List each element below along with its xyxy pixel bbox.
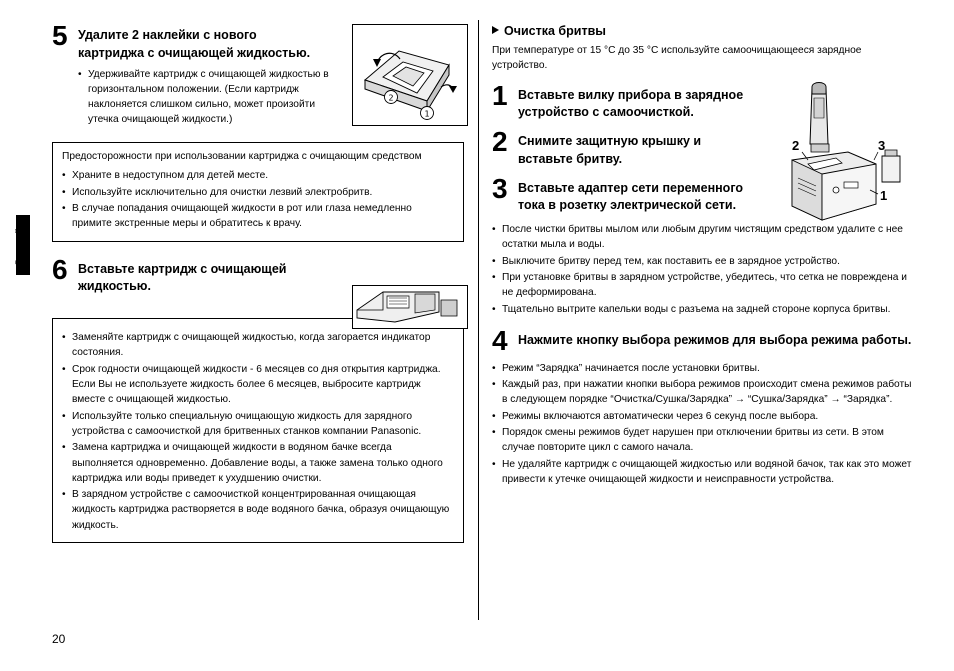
list-item: • Выключите бритву перед тем, как поставить ее в зарядное устройство.	[492, 254, 918, 269]
list-item: • Режим “Зарядка” начинается после установки бритвы.	[492, 361, 918, 376]
right-step-2-number: 2	[492, 126, 508, 158]
list-item: • В зарядном устройстве с самоочисткой концентрированная очищающая жидкость картриджа растворяется в воде водяного бачка, образуя очищающую жидкость.	[62, 487, 454, 533]
list-item: • Режимы включаются автоматически через 6 секунд после выбора.	[492, 409, 918, 424]
svg-text:1: 1	[424, 109, 430, 119]
svg-text:3: 3	[878, 138, 886, 153]
triangle-bullet-icon	[492, 26, 499, 34]
list-item: • Каждый раз, при нажатии кнопки выбора режимов происходит смена режимов работы в следующем порядке “Очистка/Сушка/Зарядка” → “Сушка/Зарядка” → “Зарядка”.	[492, 377, 918, 408]
right-step-4	[492, 324, 924, 356]
page-number: 20	[52, 632, 66, 646]
step-4-bullets	[492, 361, 918, 487]
step-5-bullets	[78, 67, 340, 128]
svg-text:2: 2	[792, 138, 800, 153]
right-step-3-title: Вставьте адаптер сети переменного тока в розетку электрической сети.	[518, 180, 743, 213]
right-step-4-number: 4	[492, 324, 508, 356]
list-item: • Не удаляйте картридж с очищающей жидкостью или водяной бачок, так как это может привести к утечке очищающей жидкости и неисправности устройства.	[492, 457, 918, 488]
step-6-title: Вставьте картридж с очищающей жидкостью.	[78, 261, 287, 294]
section-intro-text: При температуре от 15 °C до 35 °C используйте самоочищающееся зарядное устройство.	[492, 45, 862, 72]
shaver-in-charger-illustration	[778, 78, 908, 238]
caution-box-heading: Предосторожности при использовании картриджа с очищающим средством	[62, 150, 422, 162]
list-item: • Замена картриджа и очищающей жидкости в водяном бачке всегда выполняется одновременно. Добавление воды, а также замена только одного картриджа или воды приведет к ухудшению очистки.	[62, 440, 454, 486]
list-item: • В случае попадания очищающей жидкости в рот или глаза немедленно примите экстренные меры и обратитесь к врачу.	[62, 201, 454, 232]
step-5-number: 5	[52, 20, 68, 51]
cartridge-info-box	[52, 318, 464, 543]
shaver-in-charger-figure	[778, 78, 908, 238]
insert-cartridge-figure	[352, 285, 468, 329]
right-step-1-number: 1	[492, 79, 508, 111]
caution-box-bullets	[62, 168, 454, 231]
list-item: • Используйте только специальную очищающую жидкость для зарядного устройства с самоочисткой для бритвенных станков компании Panasonic.	[62, 409, 454, 440]
right-step-2-title: Снимите защитную крышку и вставьте бритву.	[518, 134, 702, 166]
list-item: • Удерживайте картридж с очищающей жидкостью в горизонтальном положении. (Если картридж наклоняется слишком сильно, может произойти утечка очищающей жидкости.)	[78, 67, 340, 128]
cartridge-peel-labels-illustration	[353, 25, 465, 123]
right-step-3-number: 3	[492, 172, 508, 204]
svg-text:2: 2	[388, 93, 394, 103]
svg-text:1: 1	[880, 188, 888, 203]
step-5-title: Удалите 2 наклейки с нового картриджа с очищающей жидкостью.	[78, 28, 311, 60]
list-item: • Тщательно вытрите капельки воды с разъема на задней стороне корпуса бритвы.	[492, 302, 918, 317]
section-heading	[492, 24, 924, 38]
right-step-1-title: Вставьте вилку прибора в зарядное устройство с самоочисткой.	[518, 87, 744, 120]
list-item: • Заменяйте картридж с очищающей жидкостью, когда загорается индикатор состояния.	[62, 330, 454, 361]
list-item: • При установке бритвы в зарядном устройстве, убедитесь, что сетка не повреждена и не деформирована.	[492, 270, 918, 301]
list-item: • Срок годности очищающей жидкости - 6 месяцев со дня открытия картриджа. Если Вы не используете жидкость более 6 месяцев, выбросите картридж вместе с очищающей жидкостью.	[62, 362, 454, 408]
section-heading-label: Очистка бритвы	[504, 24, 606, 38]
column-divider	[478, 20, 479, 620]
list-item: • Используйте исключительно для очистки лезвий электробритв.	[62, 185, 454, 200]
caution-box	[52, 142, 464, 242]
insert-cartridge-illustration	[353, 286, 465, 326]
right-step-4-title: Нажмите кнопку выбора режимов для выбора режима работы.	[518, 332, 912, 347]
step-6-number: 6	[52, 253, 68, 285]
cartridge-peel-labels-figure	[352, 24, 468, 126]
side-tab-language-label: Русский	[14, 228, 24, 265]
list-item: • Порядок смены режимов будет нарушен при отключении бритвы из сети. В этом случае повторите цикл с самого начала.	[492, 425, 918, 456]
list-item: • После чистки бритвы мылом или любым другим чистящим средством удалите с нее остатки мыла и воды.	[492, 222, 918, 253]
cartridge-info-bullets	[62, 330, 454, 533]
list-item: • Храните в недоступном для детей месте.	[62, 168, 454, 183]
